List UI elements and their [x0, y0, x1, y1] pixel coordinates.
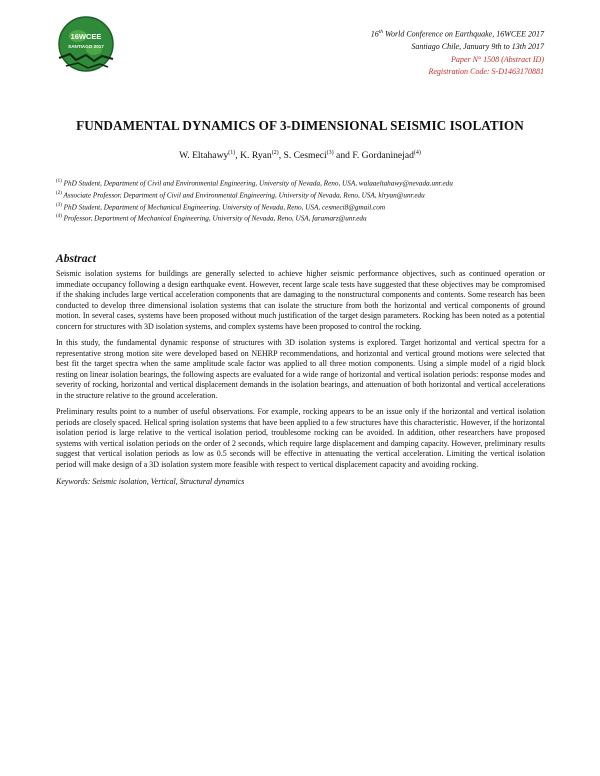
abstract-paragraph: In this study, the fundamental dynamic response of structures with 3D isolation systems is explored. Target horizontal and vertical spectra for a representative strong motion site were developed based on NEHRP recommendations, and horizontal and vertical ground motions were selected that best fit the target spectra when the same amplitude scale factor was applied to all three motion components. Using a simple model of a rigid block resting on linear isolation bearings, the following aspects are evaluated for a wide range of horizontal and vertical isolation periods: response modes and severity of rocking, horizontal and vertical displacement demands in the isolation bearings, and attenuation of both horizontal and vertical accelerations in the structure relative to the ground acceleration. — [56, 338, 545, 400]
conference-location-dates: Santiago Chile, January 9th to 13th 2017 — [411, 42, 544, 52]
abstract-heading: Abstract — [56, 252, 96, 265]
affiliation-item — [56, 177, 556, 189]
affiliation-text: Professor, Department of Mechanical Engineering, University of Nevada, Reno, USA, faramarz@unr.edu — [63, 214, 367, 223]
author-separator: and — [333, 150, 353, 162]
affiliation-mark: (2) — [56, 190, 62, 196]
conference-logo — [56, 14, 116, 74]
author-name: F. Gordaninejad — [352, 150, 414, 162]
author-list — [40, 150, 560, 161]
conference-header — [224, 26, 544, 79]
affiliation-text: PhD Student, Department of Civil and Environmental Engineering, University of Nevada, Reno, USA, walaaeltahawy@nevada.unr.edu — [63, 179, 453, 188]
affiliation-list — [56, 177, 556, 224]
logo-text-bottom: SANTIAGO 2017 — [68, 44, 104, 49]
author-mark: (3) — [326, 150, 334, 156]
affiliation-mark: (1) — [56, 179, 62, 184]
keywords: Keywords: Seismic isolation, Vertical, Structural dynamics — [56, 476, 245, 486]
edition-number: 16 — [370, 29, 379, 39]
author-separator: , — [278, 150, 284, 162]
author-name: K. Ryan — [240, 150, 272, 162]
author — [352, 150, 421, 161]
edition-suffix: th — [378, 29, 384, 35]
author-mark: (4) — [413, 150, 421, 156]
author — [179, 150, 235, 161]
author — [240, 150, 279, 161]
registration-code: Registration Code: S-D1463170881 — [428, 67, 544, 77]
abstract-paragraph: Seismic isolation systems for buildings are generally selected to achieve higher seismic performance objectives, such as continued operation or immediate occupancy following a design earthquake event. However, recent large scale tests have suggested that these objectives may be compromised if the shaking includes large vertical acceleration components that are damaging to the nonstructural components and contents. Some research has been conducted to develop three dimensional isolation systems that can isolate the structure from both the horizontal and vertical components of ground motion. In several cases, systems have been proposed without much justification of the target design parameters. Rocking has been noted as a potential concern for structures with 3D isolation systems, and complex systems have been proposed to control the rocking. — [56, 269, 545, 331]
affiliation-text: PhD Student, Department of Mechanical Engineering, University of Nevada, Reno, USA, cesmeci8@gmail.com — [63, 202, 386, 211]
affiliation-mark: (4) — [56, 214, 62, 220]
author-name: S. Cesmeci — [283, 150, 327, 162]
affiliation-item — [56, 212, 556, 224]
author-separator: , — [235, 150, 241, 162]
affiliation-text: Associate Professor, Department of Civil and Environmental Engineering, University of Nevada, Reno, USA, klryan@unr.edu — [63, 191, 425, 200]
logo-text-top: 16WCEE — [70, 32, 102, 41]
affiliation-item — [56, 201, 556, 213]
conference-name — [224, 26, 544, 41]
author-name: W. Eltahawy — [179, 150, 229, 162]
paper-number: Paper N° 1508 (Abstract ID) — [451, 54, 544, 64]
affiliation-item — [56, 189, 556, 201]
abstract-paragraph: Preliminary results point to a number of useful observations. For example, rocking appears to be an issue only if the horizontal and vertical isolation periods are closely spaced. Helical spring isolation systems that have been applied to a few structures have this characteristic. However, if the horizontal isolation period is large relative to the vertical isolation period, troublesome rocking can be avoided. In addition, other researchers have proposed systems with vertical isolation periods on the order of 2 seconds, which require large displacement and damping capacity. However, preliminary results suggest that vertical isolation periods as low as 0.5 seconds will be effective in attenuating the vertical acceleration. Limiting the vertical isolation period will make design of a 3D isolation system more feasible with respect to vertical displacement capacity and avoiding rocking. — [56, 407, 545, 469]
conference-name-rest: World Conference on Earthquake, 16WCEE 2017 — [383, 29, 544, 39]
abstract-body — [56, 269, 545, 493]
author-mark: (1) — [228, 150, 236, 156]
paper-title: FUNDAMENTAL DYNAMICS OF 3-DIMENSIONAL SEISMIC ISOLATION — [76, 118, 524, 133]
earth-crack-logo-icon — [56, 14, 116, 74]
author-mark: (2) — [271, 150, 279, 156]
affiliation-mark: (3) — [56, 202, 62, 208]
author — [283, 150, 333, 161]
